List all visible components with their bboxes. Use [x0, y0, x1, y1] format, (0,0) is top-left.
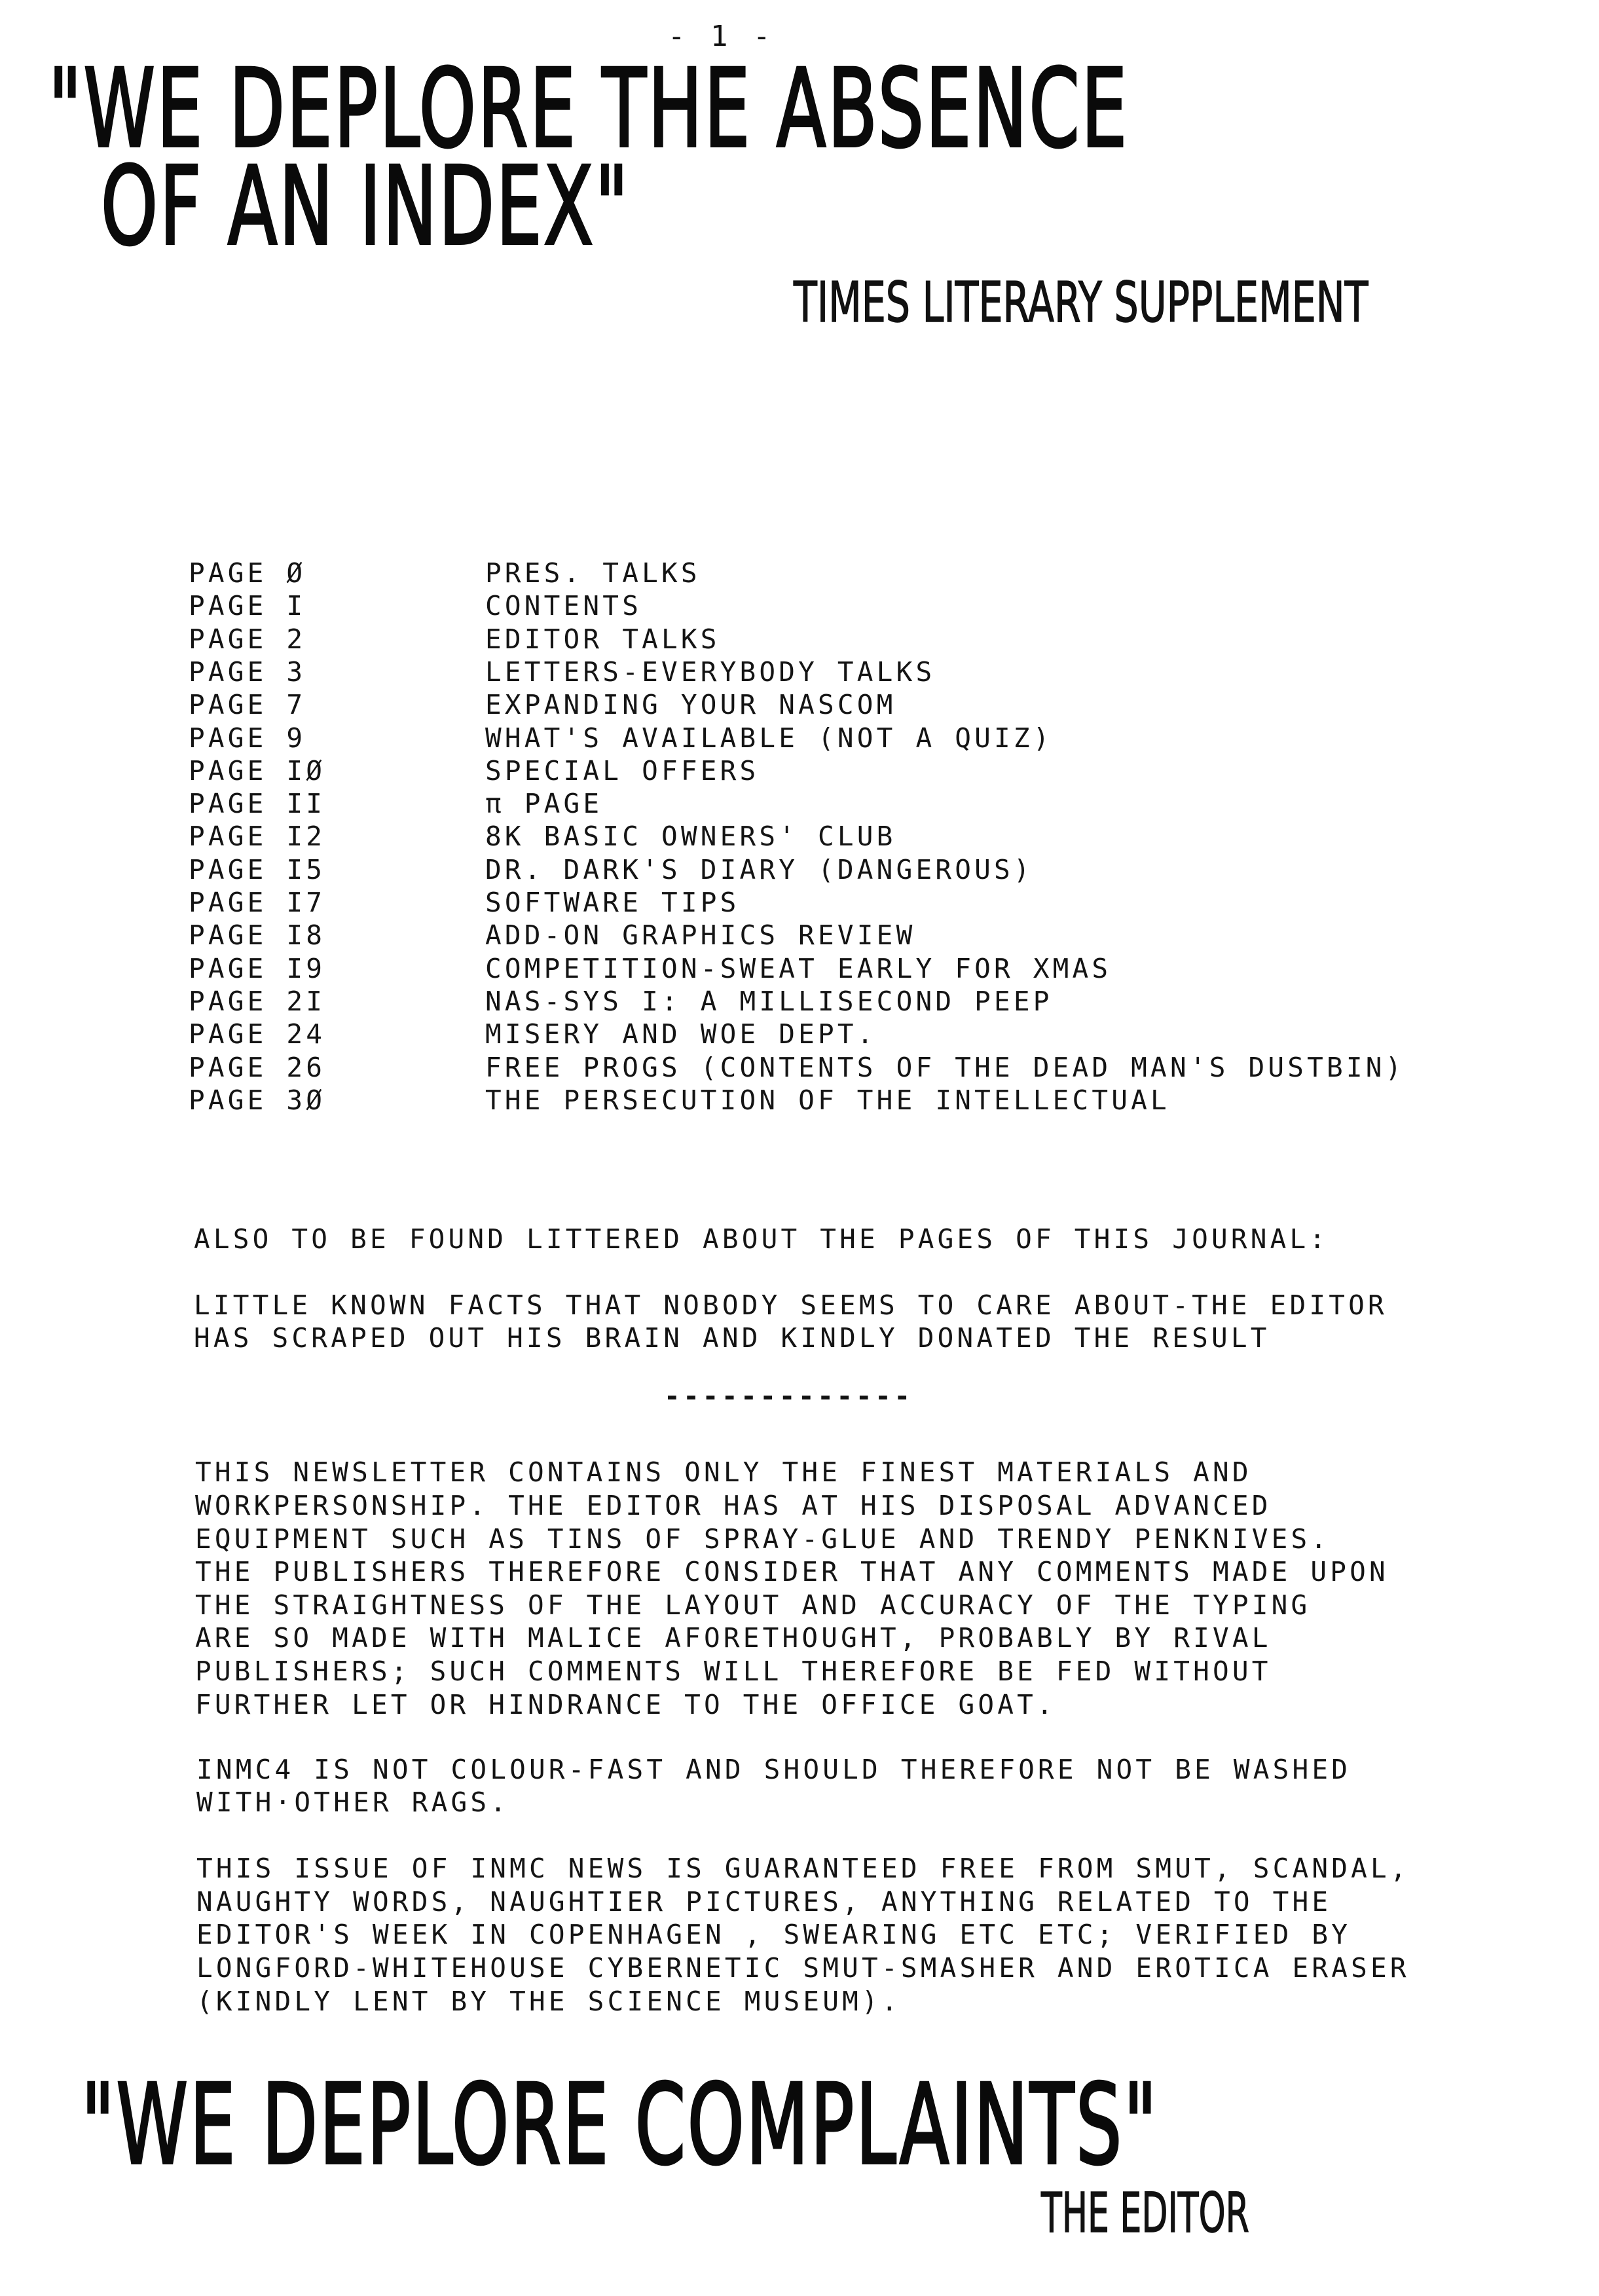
contents-page-number: PAGE 3 — [189, 656, 306, 688]
contents-row — [0, 1018, 1599, 1054]
contents-page-number: PAGE 9 — [189, 722, 306, 754]
contents-row — [0, 1084, 1599, 1120]
contents-row — [0, 988, 1599, 1021]
paragraph-line: EDITOR'S WEEK IN COPENHAGEN , SWEARING ETC ETC; VERIFIED BY — [196, 1919, 1351, 1950]
contents-row — [0, 1054, 1599, 1087]
also-found-line: LITTLE KNOWN FACTS THAT NOBODY SEEMS TO CARE ABOUT-THE EDITOR — [194, 1289, 1388, 1321]
contents-title: WHAT'S AVAILABLE (NOT A QUIZ) — [485, 722, 1053, 754]
contents-row — [0, 590, 1599, 625]
contents-page-number: PAGE 26 — [189, 1052, 326, 1083]
contents-page-number: PAGE IØ — [189, 755, 326, 787]
contents-title: EDITOR TALKS — [485, 623, 720, 655]
paragraph-line: EQUIPMENT SUCH AS TINS OF SPRAY-GLUE AND TRENDY PENKNIVES. — [195, 1523, 1331, 1555]
contents-page-number: PAGE I9 — [189, 953, 326, 984]
also-found-line: HAS SCRAPED OUT HIS BRAIN AND KINDLY DONATED THE RESULT — [194, 1322, 1270, 1354]
contents-page-number: PAGE I2 — [189, 821, 326, 852]
top-quote-line-2: OF AN INDEX" — [101, 143, 631, 269]
contents-row — [0, 689, 1599, 724]
contents-title: CONTENTS — [485, 590, 642, 621]
contents-page-number: PAGE 2 — [189, 623, 306, 655]
paragraph-line: NAUGHTY WORDS, NAUGHTIER PICTURES, ANYTHING RELATED TO THE — [196, 1886, 1332, 1917]
contents-row — [0, 623, 1599, 659]
contents-page-number: PAGE I — [189, 590, 306, 621]
contents-row — [0, 823, 1599, 856]
contents-title: THE PERSECUTION OF THE INTELLECTUAL — [485, 1084, 1170, 1116]
contents-page-number: PAGE I5 — [189, 854, 326, 885]
contents-page-number: PAGE Ø — [189, 557, 306, 589]
top-quote-attribution: TIMES LITERARY SUPPLEMENT — [794, 270, 1369, 335]
contents-page-number: PAGE II — [189, 788, 326, 819]
contents-title: EXPANDING YOUR NASCOM — [485, 689, 896, 720]
contents-page-number: PAGE 2I — [189, 986, 326, 1017]
contents-title: NAS-SYS I: A MILLISECOND PEEP — [485, 986, 1053, 1017]
top-quote-line-1: "WE DEPLORE THE ABSENCE — [48, 46, 1129, 172]
paragraph-line: THE STRAIGHTNESS OF THE LAYOUT AND ACCURACY OF THE TYPING — [195, 1589, 1311, 1621]
contents-title: PRES. TALKS — [485, 557, 701, 589]
contents-page-number: PAGE 3Ø — [189, 1084, 326, 1116]
contents-title: LETTERS-EVERYBODY TALKS — [485, 656, 936, 688]
bottom-quote-attribution: THE EDITOR — [1041, 2181, 1249, 2245]
contents-title: FREE PROGS (CONTENTS OF THE DEAD MAN'S DUSTBIN) — [485, 1052, 1405, 1083]
paragraph-line: ARE SO MADE WITH MALICE AFORETHOUGHT, PROBABLY BY RIVAL — [195, 1622, 1272, 1654]
contents-title: ADD-ON GRAPHICS REVIEW — [485, 919, 916, 951]
contents-row — [0, 722, 1599, 758]
paragraph-line: THE PUBLISHERS THEREFORE CONSIDER THAT ANY COMMENTS MADE UPON — [195, 1556, 1389, 1587]
contents-row — [0, 854, 1599, 889]
paragraph-line: FURTHER LET OR HINDRANCE TO THE OFFICE GOAT. — [195, 1689, 1056, 1720]
contents-title: DR. DARK'S DIARY (DANGEROUS) — [485, 854, 1033, 885]
contents-row — [0, 557, 1599, 593]
contents-row — [0, 919, 1599, 955]
paragraph-line: (KINDLY LENT BY THE SCIENCE MUSEUM). — [196, 1986, 901, 2017]
paragraph-line: PUBLISHERS; SUCH COMMENTS WILL THEREFORE BE FED WITHOUT — [195, 1656, 1272, 1687]
contents-page-number: PAGE 24 — [189, 1018, 326, 1050]
contents-row — [0, 889, 1599, 922]
bottom-quote: "WE DEPLORE COMPLAINTS" — [81, 2060, 1159, 2189]
contents-title: SOFTWARE TIPS — [485, 887, 740, 918]
contents-page-number: PAGE I7 — [189, 887, 326, 918]
contents-row — [0, 755, 1599, 790]
contents-row — [0, 955, 1599, 988]
paragraph-line: WITH·OTHER RAGS. — [196, 1787, 510, 1818]
dashed-separator: ------------- — [664, 1380, 913, 1412]
also-found-heading: ALSO TO BE FOUND LITTERED ABOUT THE PAGES OF THIS JOURNAL: — [194, 1223, 1329, 1255]
paragraph-line: WORKPERSONSHIP. THE EDITOR HAS AT HIS DISPOSAL ADVANCED — [195, 1490, 1272, 1521]
contents-page-number: PAGE 7 — [189, 689, 306, 720]
contents-title: MISERY AND WOE DEPT. — [485, 1018, 877, 1050]
paragraph-line: LONGFORD-WHITEHOUSE CYBERNETIC SMUT-SMASHER AND EROTICA ERASER — [196, 1952, 1410, 1984]
contents-title: π PAGE — [485, 788, 603, 819]
paragraph-line: THIS NEWSLETTER CONTAINS ONLY THE FINEST MATERIALS AND — [195, 1456, 1252, 1488]
contents-title: 8K BASIC OWNERS' CLUB — [485, 821, 896, 852]
paragraph-line: INMC4 IS NOT COLOUR-FAST AND SHOULD THEREFORE NOT BE WASHED — [196, 1754, 1351, 1785]
contents-page-number: PAGE I8 — [189, 919, 326, 951]
page-number: - 1 - — [668, 20, 775, 53]
contents-title: COMPETITION-SWEAT EARLY FOR XMAS — [485, 953, 1112, 984]
contents-title: SPECIAL OFFERS — [485, 755, 760, 787]
contents-row — [0, 790, 1599, 823]
contents-row — [0, 656, 1599, 692]
paragraph-line: THIS ISSUE OF INMC NEWS IS GUARANTEED FREE FROM SMUT, SCANDAL, — [196, 1853, 1410, 1884]
